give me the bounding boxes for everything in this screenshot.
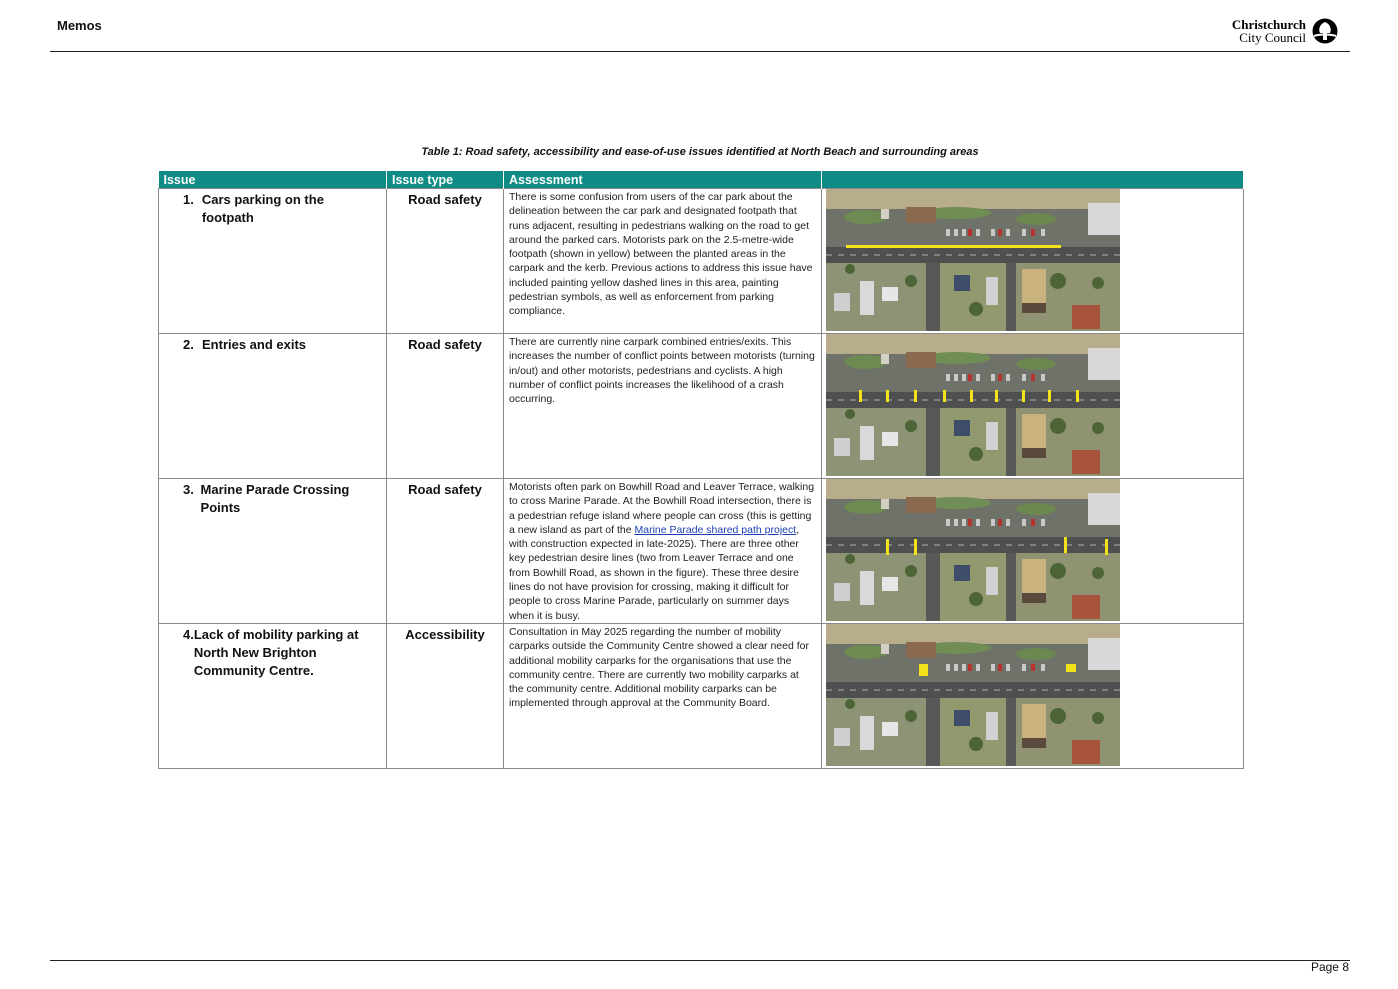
issue-number: 1. <box>183 192 194 207</box>
issue-title: Cars parking on the footpath <box>201 192 324 225</box>
assessment-text <box>504 479 822 624</box>
assessment-text: There are currently nine carpark combined entries/exits. This increases the number of conflict points between motorists (turning in/out) and other motorists, pedestrians and cyclists. A high number of conflict points increases the likelihood of a crash occurring. <box>504 334 822 479</box>
issue-cell <box>159 189 387 334</box>
table-row <box>159 334 1244 479</box>
table-header-row <box>159 171 1244 189</box>
assessment-text: There is some confusion from users of the car park about the delineation between the car park and designated footpath that runs adjacent, resulting in pedestrians walking on the road to get around the parked cars. Motorists park on the 2.5-metre-wide footpath (shown in yellow) between the planted areas in the carpark and the kerb. Previous actions to address this issue have included painting yellow dashed lines in this area, painting pedestrian symbols, as well as enforcement from parking compliance. <box>504 189 822 334</box>
issue-title: Marine Parade Crossing Points <box>200 482 350 515</box>
image-cell <box>822 479 1244 624</box>
column-header-issue-type: Issue type <box>387 171 504 189</box>
assessment-text-part: , with construction expected in late-2025). There are three other key pedestrian desire lines (two from Leaver Terrace and one from Bowhill Road, as shown in the figure). These three desire lines do not have provision for crossing, making it difficult for people to cross Marine Parade, particularly on summer days when it is busy. <box>509 523 800 622</box>
header-rule <box>50 51 1350 52</box>
assessment-text-part: Motorists often park on Bowhill Road and Leaver Terrace, walking to cross Marine Parade. At the Bowhill Road intersection, there is a pedestrian refuge island where people can cross (this is getting a new island as part of the <box>509 481 815 536</box>
column-header-assessment: Assessment <box>504 171 822 189</box>
table-caption: Table 1: Road safety, accessibility and ease-of-use issues identified at North Beach and surrounding areas <box>421 146 979 158</box>
tree-logo-icon <box>1312 18 1338 44</box>
issues-table <box>158 171 1244 769</box>
issue-number: 3. <box>183 482 194 497</box>
issue-type: Road safety <box>387 189 504 334</box>
aerial-photo-entries <box>826 334 1120 476</box>
page-number: Page 8 <box>1310 960 1349 974</box>
issue-type: Road safety <box>387 334 504 479</box>
issue-type: Road safety <box>387 479 504 624</box>
image-cell <box>822 624 1244 769</box>
issue-cell <box>159 334 387 479</box>
issue-title: Lack of mobility parking at North New Brighton Community Centre. <box>193 627 359 678</box>
table-row <box>159 624 1244 769</box>
column-header-image <box>822 171 1244 189</box>
council-logo <box>1226 15 1340 49</box>
issue-cell <box>159 479 387 624</box>
marine-parade-project-link[interactable]: Marine Parade shared path project <box>634 523 797 536</box>
image-cell <box>822 334 1244 479</box>
column-header-issue: Issue <box>159 171 387 189</box>
aerial-photo-crossings <box>826 479 1120 621</box>
aerial-photo-mobility <box>826 624 1120 766</box>
issue-cell <box>159 624 387 769</box>
issue-number: 2. <box>183 337 194 352</box>
image-cell <box>822 189 1244 334</box>
logo-line2: City Council <box>1239 30 1306 45</box>
issue-title: Entries and exits <box>202 337 307 352</box>
footer-rule <box>50 960 1350 961</box>
table-row <box>159 189 1244 334</box>
aerial-photo-footpath <box>826 189 1120 331</box>
assessment-text: Consultation in May 2025 regarding the number of mobility carparks outside the Community Centre showed a clear need for additional mobility carparks for the organisations that use the community centre. There are currently two mobility carparks at the community centre. Additional mobility carparks can be implemented through approval at the Community Board. <box>504 624 822 769</box>
issue-number: 4. <box>183 627 194 642</box>
table-row <box>159 479 1244 624</box>
page-header-title: Memos <box>57 18 102 33</box>
issue-type: Accessibility <box>387 624 504 769</box>
logo-line1: Christchurch <box>1231 17 1306 32</box>
